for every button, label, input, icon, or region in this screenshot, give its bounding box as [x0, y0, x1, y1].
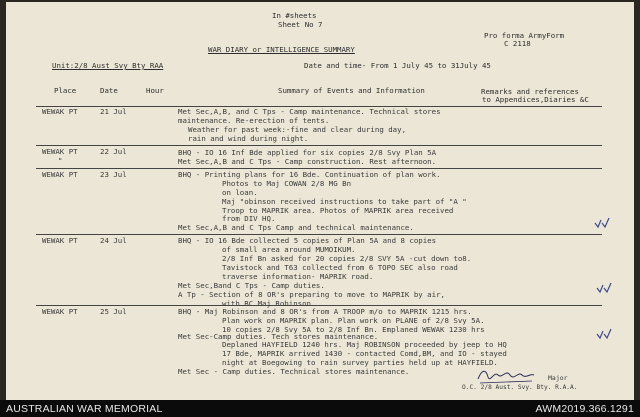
- entry-place: WEWAK PT: [42, 107, 78, 116]
- col-date: Date: [100, 86, 118, 95]
- archive-name: AUSTRALIAN WAR MEMORIAL: [6, 403, 163, 415]
- entry-line: with BC Maj Robinson.: [222, 299, 316, 308]
- entry-line: A Tp - Section of 8 OR's preparing to move to MAPRIK by air,: [178, 290, 445, 299]
- signature-rank: Major: [548, 374, 568, 382]
- entry-date: 22 Jul: [100, 147, 127, 156]
- entry-line: Met Sec,A,B and C Tps - Camp construction. Rest afternoon.: [178, 157, 437, 166]
- entry-place: WEWAK PT: [42, 307, 78, 316]
- entry-line: of small area around MUMOIKUM.: [222, 245, 356, 254]
- check-mark-icon: [596, 328, 612, 340]
- entry-line: BHQ - Maj Robinson and 8 OR's from A TROOP m/o to MAPRIK 1215 hrs.: [178, 307, 472, 316]
- col-remarks-1: Remarks and references: [481, 87, 579, 96]
- entry-line: Photos to Maj COWAN 2/8 MG Bn: [222, 179, 352, 188]
- col-place: Place: [54, 86, 77, 95]
- signature-block: O.C. 2/8 Aust. Svy. Bty. R.A.A.: [462, 384, 578, 391]
- entry-line: Met Sec - Camp duties. Technical stores maintenance.: [178, 367, 410, 376]
- entry-rule: [36, 168, 602, 169]
- accession-number: AWM2019.366.1291: [535, 403, 634, 415]
- col-hour: Hour: [146, 86, 164, 95]
- entry-date: 21 Jul: [100, 107, 127, 116]
- date-range: Date and time- From 1 July 45 to 31July 45: [304, 61, 491, 70]
- diary-title: WAR DIARY or INTELLIGENCE SUMMARY: [208, 45, 355, 54]
- entry-rule: [36, 234, 602, 235]
- entry-line: Troop to MAPRIK area. Photos of MAPRIK area received: [222, 206, 454, 215]
- in-sheets-note: In #sheets: [272, 11, 317, 20]
- entry-line: BHQ - IO 16 Bde collected 5 copies of Plan 5A and 8 copies: [178, 236, 437, 245]
- form-code: C 2118: [504, 39, 531, 48]
- pro-forma-label: Pro forma ArmyForm: [484, 31, 565, 40]
- entry-line: Deplaned HAYFIELD 1240 hrs. Maj ROBINSON proceeded by jeep to HQ: [222, 340, 507, 349]
- entry-line: from DIV HQ.: [222, 214, 276, 223]
- entry-line: Met Sec,A,B and C Tps Camp and technical maintenance.: [178, 223, 414, 232]
- archive-footer: [0, 400, 640, 417]
- entry-line: 17 Bde, MAPRIK arrived 1430 - contacted Comd,BM, and IO - stayed: [222, 349, 507, 358]
- entry-line: rain and wind during night.: [188, 134, 309, 143]
- entry-line: Weather for past week:-fine and clear during day,: [188, 125, 407, 134]
- entry-line: on loan.: [222, 188, 258, 197]
- entry-rule: [36, 305, 602, 306]
- entry-line: maintenance. Re-erection of tents.: [178, 116, 330, 125]
- entry-line: night at Boegowing to rain survey parties held up at HAYFIELD.: [222, 358, 498, 367]
- entry-line: BHQ - IO 16 Inf Bde applied for six copies 2/8 Svy Plan 5A: [178, 148, 437, 157]
- check-mark-icon: [594, 217, 610, 229]
- entry-place: WEWAK PT: [42, 236, 78, 245]
- col-summary: Summary of Events and Information: [278, 86, 425, 95]
- entry-place: WEWAK PT: [42, 147, 78, 156]
- entry-line: Met Sec-Camp duties. Tech stores maintenance.: [178, 332, 379, 341]
- entry-line: 2/8 Inf Bn asked for 20 copies 2/8 SVY 5A -cut down to8.: [222, 254, 472, 263]
- entry-line: Tavistock and T63 collected from 6 TOPO SEC also road: [222, 263, 458, 272]
- sheet-number: Sheet No 7: [278, 20, 323, 29]
- entry-rule: [36, 145, 602, 146]
- entry-line: BHQ - Printing plans for 16 Bde. Continuation of plan work.: [178, 170, 441, 179]
- entry-line: Met Sec,Band C Tps - Camp duties.: [178, 281, 325, 290]
- entry-line: Met Sec,A,B, and C Tps - Camp maintenance. Technical stores: [178, 107, 441, 116]
- entry-date: 24 Jul: [100, 236, 127, 245]
- entry-place: WEWAK PT: [42, 170, 78, 179]
- entry-line: 10 copies 2/8 Svy 5A to 2/8 Inf Bn. Emplaned WEWAK 1230 hrs: [222, 325, 485, 334]
- war-diary-page: [6, 2, 634, 400]
- entry-line: Maj "obinson received instructions to take part of "A ": [222, 197, 467, 206]
- ditto-mark: ": [58, 156, 63, 165]
- entry-line: Plan work on MAPRIK plan. Plan work on PLANE of 2/8 Svy 5A.: [222, 316, 485, 325]
- entry-date: 23 Jul: [100, 170, 127, 179]
- unit-name: Unit:2/8 Aust Svy Bty RAA: [52, 61, 164, 70]
- entry-line: traverse information- MAPRIK road.: [222, 272, 374, 281]
- col-remarks-2: to Appendices,Diaries &C: [482, 95, 589, 104]
- entry-date: 25 Jul: [100, 307, 127, 316]
- check-mark-icon: [596, 282, 612, 294]
